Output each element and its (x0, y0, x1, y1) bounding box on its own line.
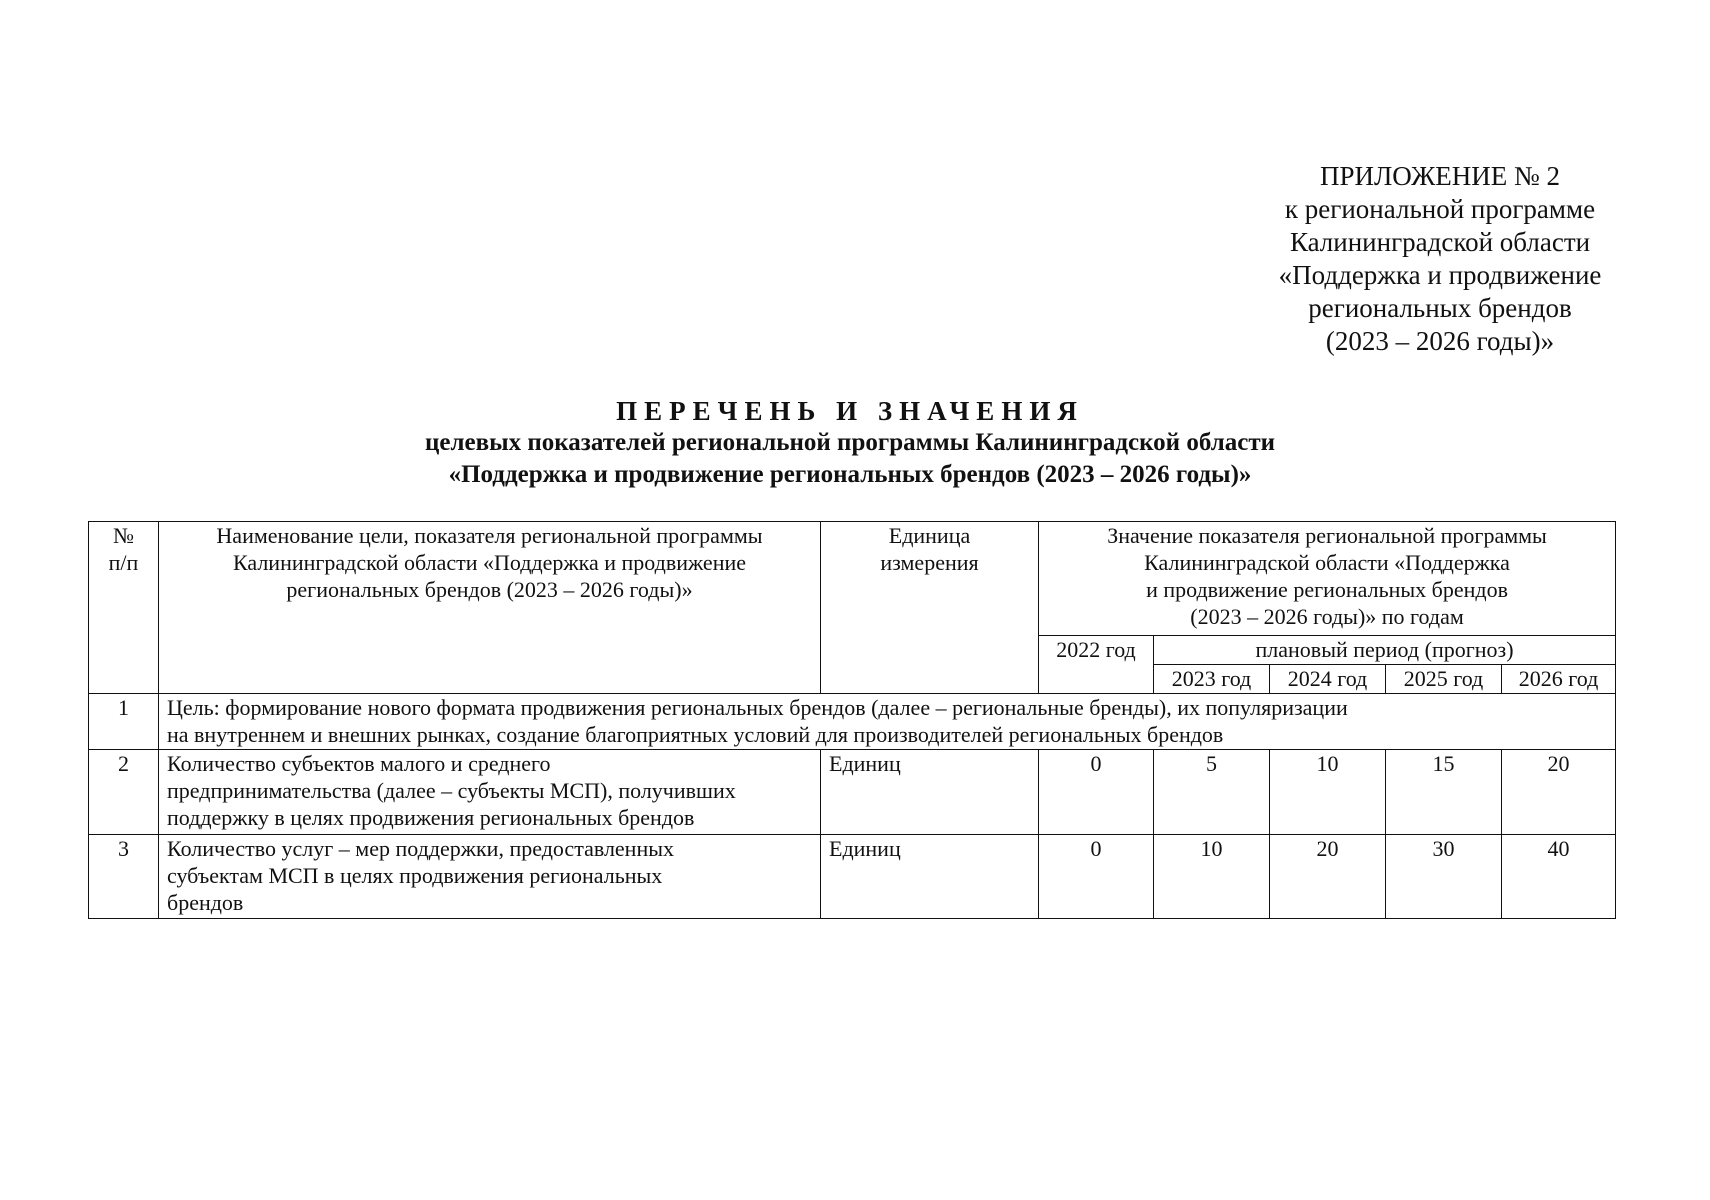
value-cell: 10 (1154, 835, 1270, 919)
indicator-unit: Единиц (821, 835, 1039, 919)
header-year: 2025 год (1386, 665, 1502, 694)
title-main: ПЕРЕЧЕНЬ И ЗНАЧЕНИЯ (616, 396, 1084, 426)
header-year: 2023 год (1154, 665, 1270, 694)
appendix-header (1240, 160, 1640, 358)
value-cell: 30 (1386, 835, 1502, 919)
value-cell: 40 (1502, 835, 1616, 919)
indicator-unit: Единиц (821, 750, 1039, 835)
indicator-name: Количество услуг – мер поддержки, предоставленных субъектам МСП в целях продвижения региональных брендов (159, 835, 821, 919)
appendix-title: ПРИЛОЖЕНИЕ № 2 (1319, 161, 1561, 191)
appendix-line: к региональной программе (1284, 194, 1596, 224)
header-planned-period: плановый период (прогноз) (1154, 636, 1616, 665)
header-number: № п/п (89, 522, 159, 694)
header-year: 2024 год (1270, 665, 1386, 694)
value-cell: 0 (1039, 750, 1154, 835)
appendix-line: (2023 – 2026 годы)» (1325, 326, 1555, 356)
value-cell: 15 (1386, 750, 1502, 835)
header-indicator-name: Наименование цели, показателя региональной программы Калининградской области «Поддержка и продвижение региональных брендов (2023 – 2026 годы)» (159, 522, 821, 694)
value-cell: 0 (1039, 835, 1154, 919)
value-cell: 5 (1154, 750, 1270, 835)
table-row (89, 750, 1616, 835)
title-subtitle: «Поддержка и продвижение региональных брендов (2023 – 2026 годы)» (448, 461, 1252, 488)
indicator-name: Количество субъектов малого и среднего предпринимательства (далее – субъекты МСП), получивших поддержку в целях продвижения региональных брендов (159, 750, 821, 835)
table-row (89, 694, 1616, 750)
appendix-line: «Поддержка и продвижение (1278, 260, 1602, 290)
document-title (80, 395, 1620, 491)
value-cell: 20 (1270, 835, 1386, 919)
appendix-line: Калининградской области (1289, 227, 1591, 257)
title-subtitle: целевых показателей региональной программы Калининградской области (424, 429, 1276, 456)
goal-text: Цель: формирование нового формата продвижения региональных брендов (далее – региональные бренды), их популяризации на внутреннем и внешних рынках, создание благоприятных условий для производителей региональных брендов (159, 694, 1616, 750)
row-number: 1 (89, 694, 159, 750)
row-number: 2 (89, 750, 159, 835)
appendix-line: региональных брендов (1308, 293, 1572, 323)
header-year: 2026 год (1502, 665, 1616, 694)
value-cell: 10 (1270, 750, 1386, 835)
header-unit: Единица измерения (821, 522, 1039, 694)
header-values: Значение показателя региональной программы Калининградской области «Поддержка и продвижение региональных брендов (2023 – 2026 годы)» по годам (1039, 522, 1616, 636)
value-cell: 20 (1502, 750, 1616, 835)
header-base-year: 2022 год (1039, 636, 1154, 694)
indicators-table (88, 521, 1616, 919)
table-row (89, 835, 1616, 919)
row-number: 3 (89, 835, 159, 919)
